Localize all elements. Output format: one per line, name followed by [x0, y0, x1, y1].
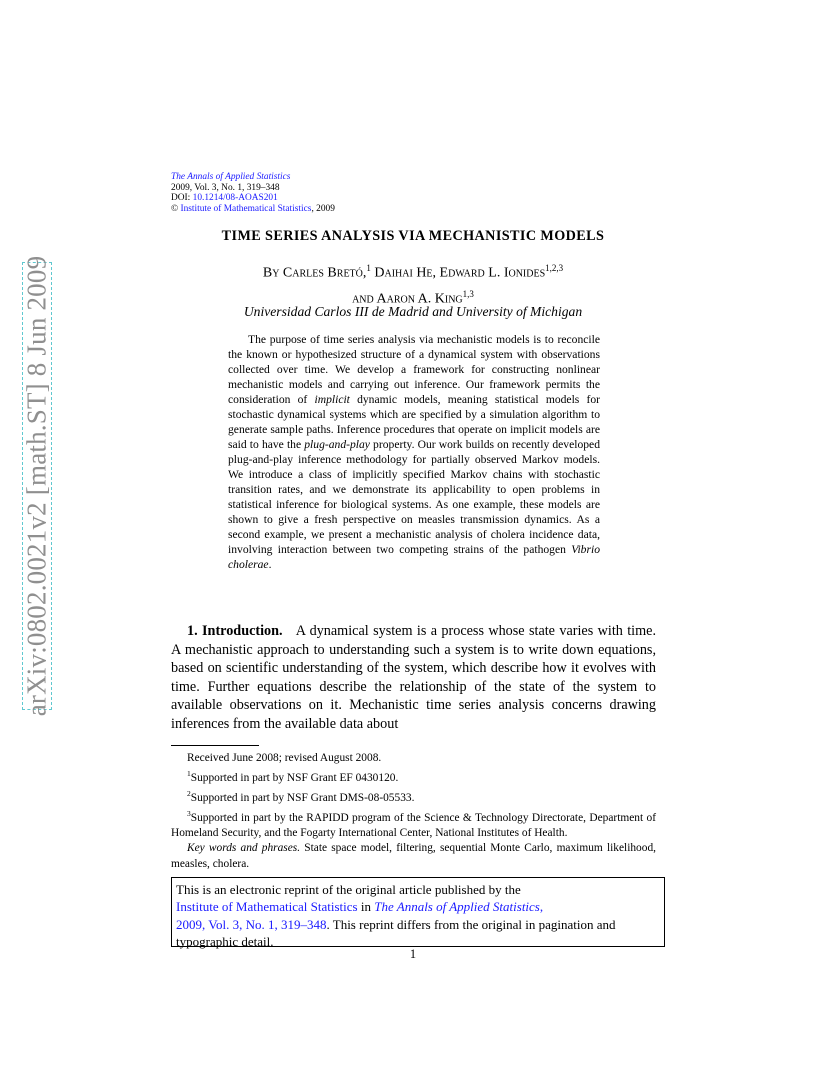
abstract-plug-and-play: plug-and-play	[304, 438, 370, 451]
footnote-1-mark: 1	[187, 769, 191, 779]
section-heading: 1. Introduction.	[187, 623, 283, 639]
abstract-end: .	[268, 558, 272, 571]
abstract-text-2: dynamic models, meaning statistical models for stochastic dynamical systems which are specified by a simulation algorithm to generate sample paths. Inference procedures that operate on implicit models are said to have the	[228, 393, 601, 451]
copyright-year: , 2009	[311, 203, 335, 214]
footnote-2	[171, 786, 656, 806]
arxiv-stamp-text: arXiv:0802.0021v2 [math.ST] 8 Jun 2009	[21, 255, 52, 717]
arxiv-stamp[interactable]	[21, 255, 52, 717]
keywords-text: State space model, filtering, sequential Monte Carlo, maximum likelihood, measles, cholera.	[171, 842, 656, 870]
reprint-comma: ,	[539, 899, 544, 915]
copyright-symbol: ©	[171, 203, 179, 214]
author-ionides-affil: 1,2,3	[545, 263, 564, 273]
footnote-3-text: Supported in part by the RAPIDD program of the Science & Technology Directorate, Department of Homeland Security, and the Fogarty International Center, National Institutes of Health.	[171, 812, 656, 840]
abstract-implicit: implicit	[314, 393, 350, 406]
keywords	[171, 841, 656, 871]
journal-name-link[interactable]: The Annals of Applied Statistics	[171, 172, 291, 182]
author-list	[171, 258, 655, 309]
footnote-rule	[171, 745, 259, 746]
keywords-label: Key words and phrases.	[187, 842, 301, 855]
publisher-link[interactable]: Institute of Mathematical Statistics	[180, 203, 312, 214]
journal-info	[171, 172, 335, 214]
reprint-publisher-link[interactable]: Institute of Mathematical Statistics	[176, 899, 358, 915]
intro-text: A dynamical system is a process whose state varies with time. A mechanistic approach to understanding such a system is to write down equations, based on scientific understanding of the system, which describe how it evolves with time. Further equations describe the relationship of the state of the system to available observations on it. Mechanistic time series analysis concerns drawing inferences from the available data about	[171, 623, 657, 732]
reprint-text-1: This is an electronic reprint of the original article published by the	[176, 882, 521, 897]
and-label: and	[352, 291, 377, 307]
footnote-2-text: Supported in part by NSF Grant DMS-08-05533.	[190, 792, 415, 804]
abstract	[228, 332, 600, 572]
reprint-notice	[171, 877, 665, 947]
author-breto-affil: 1	[366, 263, 371, 273]
author-king-affil: 1,3	[462, 288, 474, 299]
footnote-3-mark: 3	[187, 809, 191, 819]
reprint-journal-link[interactable]: The Annals of Applied Statistics	[374, 899, 540, 915]
journal-volume: 2009, Vol. 3, No. 1, 319–348	[171, 182, 280, 193]
footnote-1-text: Supported in part by NSF Grant EF 0430120.	[190, 772, 399, 784]
abstract-text-3: property. Our work builds on recently developed plug-and-play inference methodology for partially observed Markov models. We introduce a class of implicitly specified Markov chains with stochastic transition rates, and we demonstrate its applicability to open problems in statistical inference for biological systems. As one example, these models are shown to give a fresh perspective on measles transmission dynamics. As a second example, we present a mechanistic analysis of cholera incidence data, involving interaction between two competing strains of the pathogen	[228, 438, 601, 556]
footnote-1	[171, 766, 656, 786]
abstract-vibrio: Vibrio cholerae	[228, 543, 600, 571]
by-label: By	[262, 265, 283, 281]
author-king: Aaron A. King	[376, 291, 463, 307]
affiliation: Universidad Carlos III de Madrid and University of Michigan	[243, 304, 583, 319]
footnote-2-mark: 2	[187, 789, 191, 799]
introduction-section	[171, 622, 656, 734]
page-number: 1	[409, 947, 417, 961]
author-breto: Carles Bretó,	[282, 265, 367, 281]
paper-title: TIME SERIES ANALYSIS VIA MECHANISTIC MODELS	[221, 228, 605, 244]
author-he-ionides: Daihai He, Edward L. Ionides	[370, 265, 546, 281]
doi-link[interactable]: 10.1214/08-AOAS201	[192, 193, 278, 204]
reprint-text-4: . This reprint differs from the original in pagination and typographic detail.	[176, 916, 616, 949]
footnote-3	[171, 806, 656, 841]
abstract-text-1: The purpose of time series analysis via mechanistic models is to reconcile the known or hypothesized structure of a dynamical system with observations collected over time. We develop a framework for constructing nonlinear mechanistic models and carrying out inference. Our framework permits the consideration of	[228, 333, 600, 406]
reprint-text-2: in	[357, 899, 375, 915]
received-note: Received June 2008; revised August 2008.	[187, 752, 382, 764]
doi-label: DOI:	[171, 193, 193, 204]
footnotes	[171, 751, 656, 872]
reprint-citation-link[interactable]: 2009, Vol. 3, No. 1, 319–348	[176, 916, 327, 932]
